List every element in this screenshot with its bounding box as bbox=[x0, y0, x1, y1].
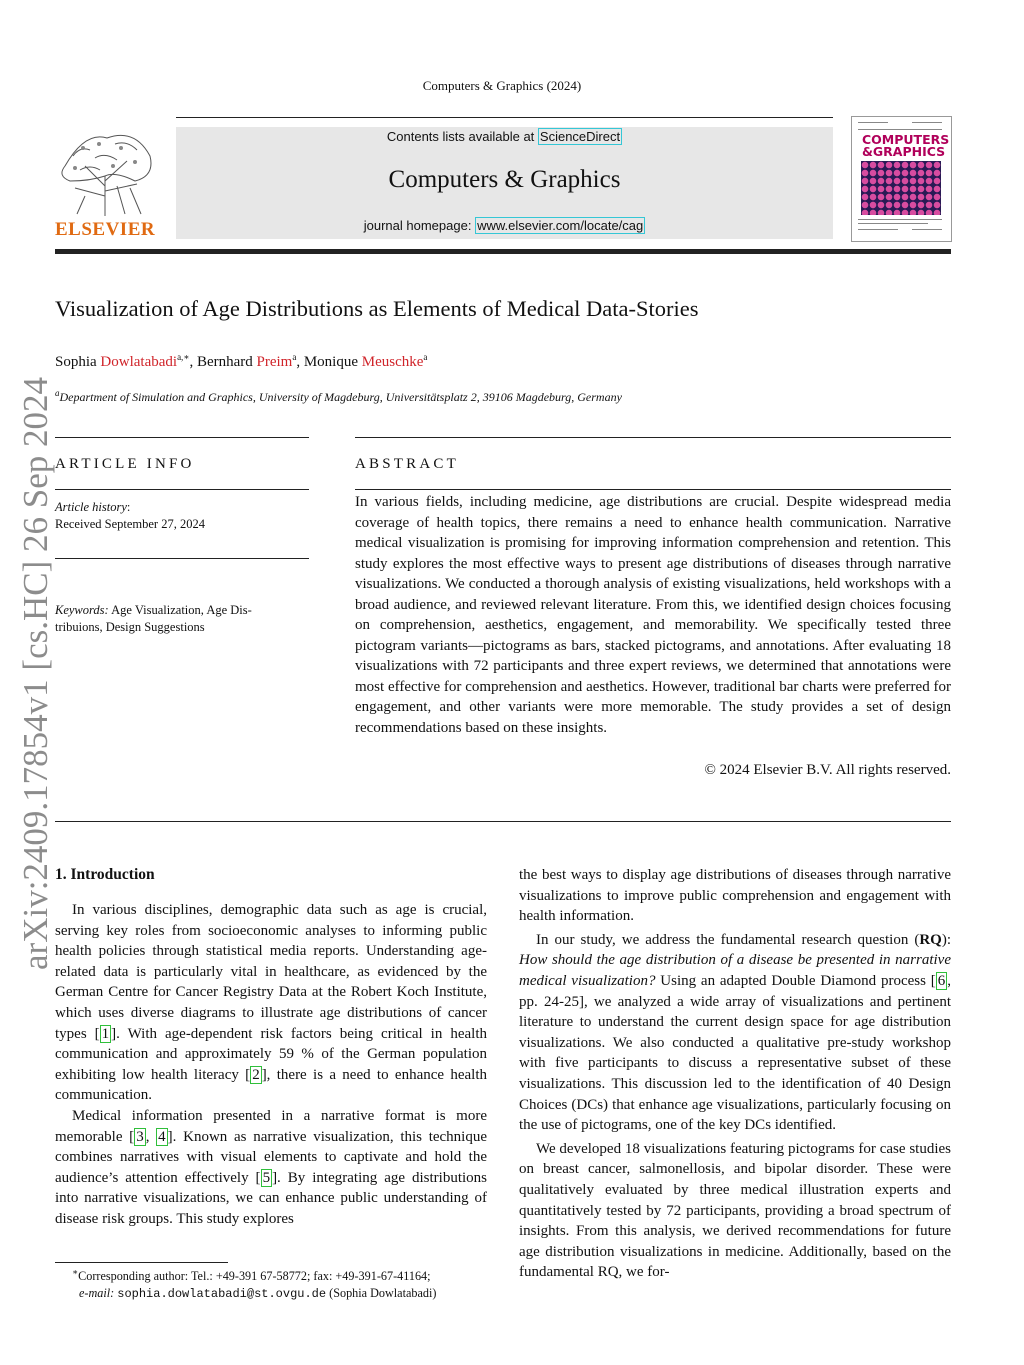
intro-p1-text-b: ]. With age-dependent risk factors being critical in health communication and approximately 59 % of the German population exhibiting low health literacy [ bbox=[55, 1025, 487, 1083]
abstract-text: In various fields, including medicine, age distributions are crucial. Despite widespread media coverage of health topics, there remains a need to enhance health communication. Narrative medical visualization is promising for improving information comprehension and retention. This study explores the most effective ways to present age distributions of diseases through narrative visualizations. We conducted a thorough analysis of existing visualizations, held workshops with a broad audience, and reviewed relevant literature. From this, we identified design choices focusing on comprehension, aesthetics, engagement, and memorability. We specifically tested three pictogram variants—pictograms as bars, stacked pictograms, and annotations. After evaluating 18 visualizations with 72 participants and three expert reviews, we determined that annotations were most effective for comprehension and aesthetics. However, traditional bar charts were preferred for engagement, and other variants were more memorable. The study provides a set of design recommendations based on these insights. bbox=[355, 494, 951, 736]
intro-p2-text-a: Medical information presented in a narrative format is more memorable [ bbox=[55, 1107, 487, 1145]
copyright: © 2024 Elsevier B.V. All rights reserved. bbox=[704, 762, 951, 778]
elsevier-logo-text: ELSEVIER bbox=[55, 219, 156, 240]
research-question: How should the age distribution of a disease be presented in narrative medical visualization? bbox=[519, 952, 951, 989]
cover-title bbox=[862, 132, 950, 159]
history-label-line bbox=[55, 499, 309, 516]
info-rule-2 bbox=[55, 489, 309, 490]
author-1-first: Sophia bbox=[55, 354, 101, 370]
affiliation bbox=[55, 390, 622, 405]
keywords-line-1 bbox=[55, 602, 309, 619]
running-head: Computers & Graphics (2024) bbox=[422, 78, 582, 93]
cover-artwork bbox=[861, 161, 941, 215]
homepage-line bbox=[176, 218, 833, 233]
section-heading-introduction: 1. Introduction bbox=[55, 866, 155, 883]
affiliation-text: Department of Simulation and Graphics, University of Magdeburg, Universitätsplatz 2, 39106 Magdeburg, Germany bbox=[59, 390, 622, 404]
cover-title-line-1: COMPUTERS bbox=[862, 132, 950, 147]
keywords bbox=[55, 602, 309, 636]
footnote bbox=[55, 1268, 487, 1302]
citation-1[interactable]: 1 bbox=[101, 1025, 110, 1042]
author-3-sup: a bbox=[423, 352, 428, 362]
body-right-column bbox=[519, 865, 951, 1283]
intro-right-paragraph-2 bbox=[519, 930, 951, 1136]
intro-paragraph-2 bbox=[55, 1106, 487, 1230]
received-date: Received September 27, 2024 bbox=[55, 517, 205, 531]
journal-cover-image bbox=[851, 116, 952, 242]
info-rule-3 bbox=[55, 558, 309, 559]
footnote-line-1 bbox=[55, 1268, 487, 1285]
intro-right-paragraph-3: We developed 18 visualizations featuring pictograms for case studies on breast cancer, salmonellosis, and bipolar disorder. These were qualitatively evaluated by three medical illustration experts and quantitatively tested by 72 participants, providing a broad spectrum of insights. From this analysis, we derived recommendations for future age distribution visualizations in medicine. Additionally, based on the fundamental RQ, we for- bbox=[519, 1140, 951, 1281]
citation-5[interactable]: 5 bbox=[262, 1169, 271, 1186]
body-left-column bbox=[55, 900, 487, 1230]
author-list bbox=[55, 354, 427, 371]
author-2-sup: a bbox=[292, 352, 297, 362]
top-rule bbox=[176, 117, 833, 118]
citation-2[interactable]: 2 bbox=[252, 1066, 260, 1083]
citation-6[interactable]: 6 bbox=[937, 972, 946, 989]
author-3-link[interactable]: Meuschke bbox=[361, 354, 424, 370]
intro-p1-text-a: In various disciplines, demographic data such as age is crucial, serving key roles from socioeconomic analyses to informing public health policies through statistical media reports. Understanding age-related data is particularly vital in healthcare, as evidenced by the German Centre for Cancer Registry Data at the Robert Koch Institute, which uses diverse diagrams to illustrate age distributions of cancer types [ bbox=[55, 902, 487, 1042]
author-2-link[interactable]: Preim bbox=[256, 354, 293, 370]
keywords-text-1: Age Visualization, Age Dis- bbox=[108, 603, 252, 617]
abstract-rule-1 bbox=[355, 437, 951, 438]
intro-r2-text-a: In our study, we address the fundamental research question ( bbox=[536, 931, 920, 948]
affiliation-sup: a bbox=[55, 388, 60, 398]
elsevier-tree-icon bbox=[55, 126, 157, 218]
cover-title-line-2: &GRAPHICS bbox=[862, 144, 946, 159]
footnote-sup: ∗ bbox=[72, 1266, 79, 1277]
article-info-heading: ARTICLE INFO bbox=[55, 456, 195, 472]
journal-name: Computers & Graphics bbox=[388, 166, 621, 193]
footnote-rule bbox=[55, 1262, 228, 1263]
author-1-sup: a,∗ bbox=[177, 352, 190, 362]
footnote-contact: Corresponding author: Tel.: +49-391 67-58772; fax: +49-391-67-41164; bbox=[78, 1269, 431, 1283]
email-link[interactable]: sophia.dowlatabadi@st.ovgu.de bbox=[117, 1286, 327, 1301]
intro-p2-text-c: ]. By integrating age distributions into narrative visualizations, we can enhance public understanding of disease risk groups. This study explores bbox=[55, 1169, 487, 1227]
keywords-label: Keywords: bbox=[55, 603, 109, 617]
article-history bbox=[55, 499, 309, 533]
info-rule-1 bbox=[55, 437, 309, 438]
author-1-link[interactable]: Dowlatabadi bbox=[100, 354, 178, 370]
intro-right-paragraph-1: the best ways to display age distributions of diseases through narrative visualizations to improve public comprehension and engagement with health information. bbox=[519, 867, 951, 925]
intro-p1-text-c: ], there is a need to enhance health communication. bbox=[55, 1066, 487, 1104]
paper-title: Visualization of Age Distributions as Elements of Medical Data-Stories bbox=[55, 296, 699, 321]
intro-r2-text-b: ): bbox=[941, 931, 951, 948]
intro-r2-text-d: , pp. 24-25], we analyzed a wide array of visualizations and pertinent literature to understand the current design space for age distribution visualizations. We also conducted a qualitative pre-study workshop with five participants to discuss a representative subset of these visualizations. This discussion led to the identification of 40 Design Choices (DCs) that enhance age visualizations, particularly focusing on the use of pictograms, one of the key DCs identified. bbox=[519, 972, 951, 1134]
front-matter-bottom-rule bbox=[55, 821, 951, 822]
contents-line bbox=[176, 129, 833, 144]
citation-4[interactable]: 4 bbox=[158, 1128, 166, 1145]
intro-p2-sep: , bbox=[145, 1128, 157, 1145]
abstract-heading: ABSTRACT bbox=[355, 456, 459, 472]
sciencedirect-link[interactable]: ScienceDirect bbox=[539, 129, 621, 144]
footnote-line-2 bbox=[55, 1285, 487, 1303]
abstract-rule-2 bbox=[355, 489, 951, 490]
arxiv-stamp: arXiv:2409.17854v1 [cs.HC] 26 Sep 2024 bbox=[16, 376, 55, 970]
intro-paragraph-1 bbox=[55, 900, 487, 1106]
contents-prefix: Contents lists available at bbox=[386, 129, 538, 144]
citation-3[interactable]: 3 bbox=[136, 1128, 144, 1145]
header-thick-rule bbox=[55, 249, 951, 254]
intro-p2-text-b: ]. Known as narrative visualization, this technique combines narratives with visual elements to captivate and hold the audience’s attention effectively [ bbox=[55, 1128, 488, 1186]
rq-label: RQ bbox=[919, 931, 942, 948]
keywords-text-2: tribuions, Design Suggestions bbox=[55, 620, 205, 634]
email-label: e-mail: bbox=[79, 1285, 115, 1300]
author-sep-2: , Monique bbox=[296, 354, 362, 370]
homepage-link[interactable]: www.elsevier.com/locate/cag bbox=[477, 218, 644, 233]
author-sep-1: , Bernhard bbox=[189, 354, 257, 370]
homepage-prefix: journal homepage: bbox=[363, 218, 476, 233]
email-suffix: (Sophia Dowlatabadi) bbox=[326, 1285, 437, 1300]
history-colon: : bbox=[126, 500, 131, 514]
intro-r2-text-c: Using an adapted Double Diamond process [ bbox=[655, 972, 936, 989]
history-label: Article history bbox=[55, 500, 127, 514]
